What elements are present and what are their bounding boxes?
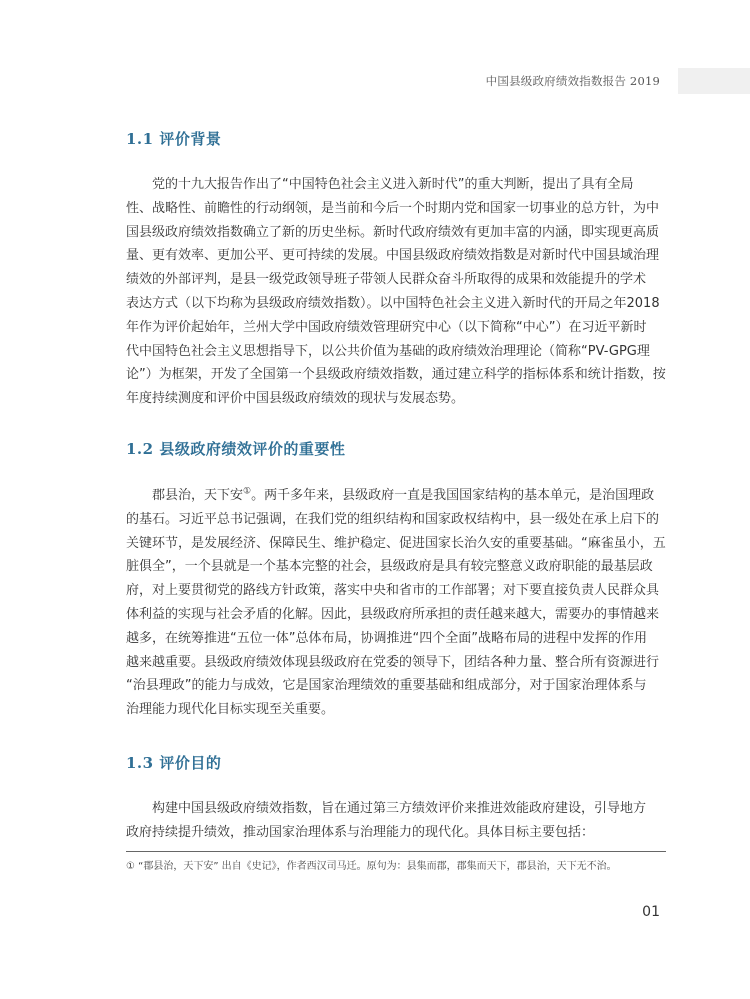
section-title-purpose: 1.3 评价目的 <box>126 754 222 772</box>
text-line: 越多，在统筹推进“五位一体”总体布局，协调推进“四个全面”战略布局的进程中发挥的作用 <box>126 630 647 646</box>
text-line: 脏俱全”，一个县就是一个基本完整的社会，县级政府是具有较完整意义政府职能的最基层政 <box>126 559 653 575</box>
text-line: 论”）为框架，开发了全国第一个县级政府绩效指数，通过建立科学的指标体系和统计指数，按 <box>126 367 666 383</box>
section-title-importance: 1.2 县级政府绩效评价的重要性 <box>126 440 346 458</box>
text-line: 性、战略性、前瞻性的行动纲领，是当前和今后一个时期内党和国家一切事业的总方针，为中 <box>126 200 660 216</box>
text-line: 国县级政府绩效指数确立了新的历史坐标。新时代政府绩效有更加丰富的内涵，即实现更高质 <box>126 224 660 240</box>
paragraph-importance <box>126 484 666 722</box>
text-line: 治理能力现代化目标实现至关重要。 <box>126 702 335 718</box>
footnote: ① “郡县治，天下安” 出自《史记》，作者西汉司马迁。原句为：县集而郡，郡集而天下，郡县治，天下无不治。 <box>126 861 617 872</box>
header-tab-decoration <box>678 68 750 94</box>
text-line: “治县理政”的能力与成效，它是国家治理绩效的重要基础和组成部分，对于国家治理体系与 <box>126 678 647 694</box>
text-line: 体利益的实现与社会矛盾的化解。因此，县级政府所承担的责任越来越大，需要办的事情越来 <box>126 606 660 622</box>
quote-text: 郡县治，天下安 <box>152 488 244 503</box>
text-line: 越来越重要。县级政府绩效体现县级政府在党委的领导下，团结各种力量、整合所有资源进行 <box>126 654 660 670</box>
text-fragment: 。两千多年来，县级政府一直是我国国家结构的基本单元，是治国理政 <box>251 488 655 503</box>
text-line: 构建中国县级政府绩效指数，旨在通过第三方绩效评价来推进效能政府建设，引导地方 <box>152 801 647 816</box>
text-line: 绩效的外部评判，是县一级党政领导班子带领人民群众奋斗所取得的成果和效能提升的学术 <box>126 272 647 288</box>
text-line: 党的十九大报告作出了“中国特色社会主义进入新时代”的重大判断，提出了具有全局 <box>152 177 634 192</box>
page-number: 01 <box>642 904 660 920</box>
running-header: 中国县级政府绩效指数报告 2019 <box>485 74 660 88</box>
text-line: 表达方式（以下均称为县级政府绩效指数）。以中国特色社会主义进入新时代的开局之年2018 <box>126 295 660 311</box>
section-title-background: 1.1 评价背景 <box>126 130 222 148</box>
text-line: 年作为评价起始年，兰州大学中国政府绩效管理研究中心（以下简称“中心”）在习近平新时 <box>126 319 647 335</box>
text-line: 年度持续测度和评价中国县级政府绩效的现状与发展态势。 <box>126 391 465 407</box>
text-line: 政府持续提升绩效，推动国家治理体系与治理能力的现代化。具体目标主要包括： <box>126 824 595 840</box>
paragraph-background <box>126 173 666 411</box>
text-line: 代中国特色社会主义思想指导下，以公共价值为基础的政府绩效治理理论（简称“PV-GPG理 <box>126 343 650 359</box>
text-line: 府，对上要贯彻党的路线方针政策，落实中央和省市的工作部署；对下要直接负责人民群众具 <box>126 583 660 599</box>
footnote-reference[interactable]: ① <box>243 486 252 497</box>
text-line: 关键环节，是发展经济、保障民生、维护稳定、促进国家长治久安的重要基础。“麻雀虽小，五 <box>126 535 666 551</box>
text-line: 的基石。习近平总书记强调，在我们党的组织结构和国家政权结构中，县一级处在承上启下的 <box>126 511 660 527</box>
footnote-divider <box>126 851 666 852</box>
text-line <box>126 484 666 508</box>
paragraph-purpose <box>126 797 666 845</box>
text-line: 量、更有效率、更加公平、更可持续的发展。中国县级政府绩效指数是对新时代中国县域治理 <box>126 248 660 264</box>
